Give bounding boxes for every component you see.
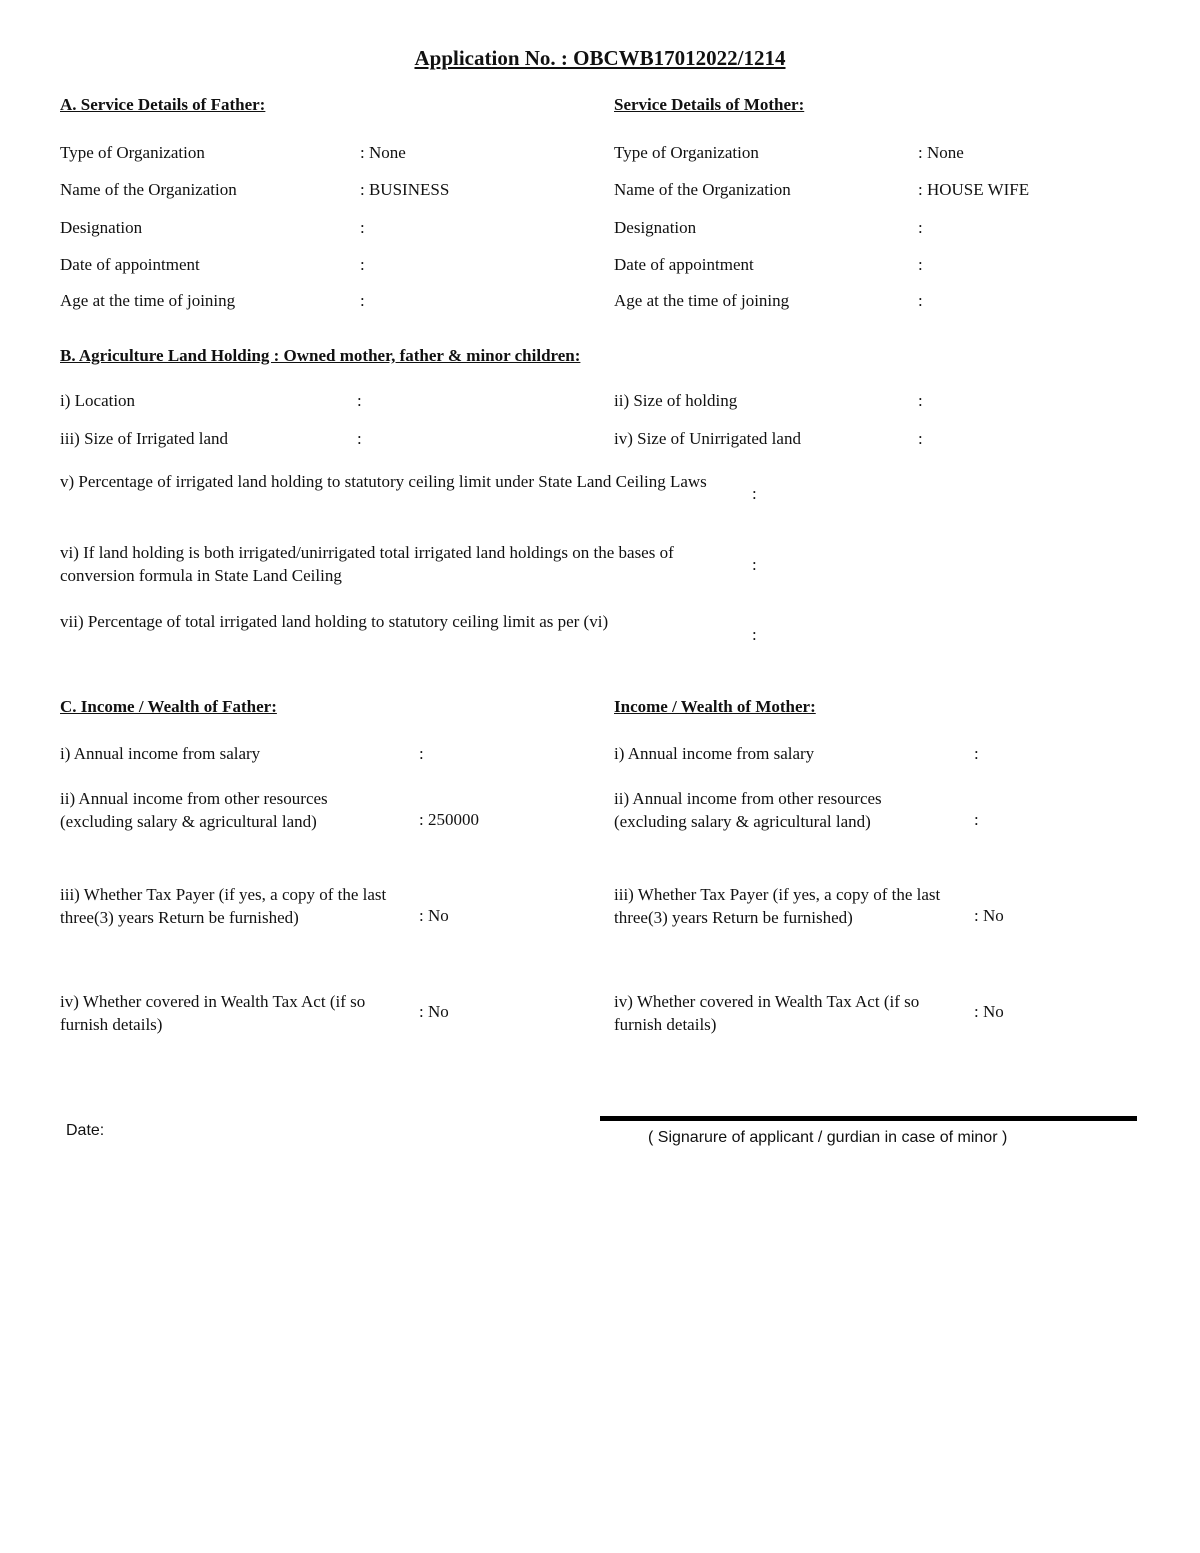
father-tax-payer-value: : No xyxy=(419,906,449,925)
mother-appointment-date-value: : xyxy=(918,255,923,274)
converted-irrigated-value: : xyxy=(752,555,757,574)
mother-salary-value: : xyxy=(974,744,979,763)
mother-org-name-value: : HOUSE WIFE xyxy=(918,180,1030,199)
application-title: Application No. : OBCWB17012022/1214 xyxy=(414,46,786,70)
father-org-type-value: : None xyxy=(360,143,406,162)
mother-appointment-date-label: Date of appointment xyxy=(614,255,754,274)
mother-org-type-label: Type of Organization xyxy=(614,143,759,162)
unirrigated-land-value: : xyxy=(918,429,923,448)
father-salary-value: : xyxy=(419,744,424,763)
total-irrigated-percentage-value: : xyxy=(752,625,757,644)
mother-tax-payer-value: : No xyxy=(974,906,1004,925)
father-other-income-value: : 250000 xyxy=(419,810,479,829)
father-joining-age-label: Age at the time of joining xyxy=(60,291,236,310)
father-appointment-date-label: Date of appointment xyxy=(60,255,200,274)
mother-salary-label: i) Annual income from salary xyxy=(614,744,815,763)
mother-other-income-label: ii) Annual income from other resources (excluding salary & agricultural land) xyxy=(614,789,882,831)
irrigated-land-value: : xyxy=(357,429,362,448)
mother-org-name-label: Name of the Organization xyxy=(614,180,791,199)
father-designation-label: Designation xyxy=(60,218,143,237)
signature-line xyxy=(600,1116,1137,1121)
father-designation-value: : xyxy=(360,218,365,237)
mother-designation-value: : xyxy=(918,218,923,237)
mother-income-heading: Income / Wealth of Mother: xyxy=(614,697,816,716)
irrigated-percentage-label: v) Percentage of irrigated land holding to statutory ceiling limit under State Land Ceiling Laws xyxy=(60,472,707,491)
land-location-label: i) Location xyxy=(60,391,136,410)
mother-service-heading: Service Details of Mother: xyxy=(614,95,805,114)
father-income-heading: C. Income / Wealth of Father: xyxy=(60,697,277,716)
total-irrigated-percentage-label: vii) Percentage of total irrigated land holding to statutory ceiling limit as per (vi) xyxy=(60,612,609,631)
father-wealth-tax-value: : No xyxy=(419,1002,449,1021)
father-org-name-label: Name of the Organization xyxy=(60,180,237,199)
father-tax-payer-label: iii) Whether Tax Payer (if yes, a copy of the last three(3) years Return be furnished) xyxy=(60,885,387,927)
father-org-type-label: Type of Organization xyxy=(60,143,205,162)
father-appointment-date-value: : xyxy=(360,255,365,274)
mother-joining-age-value: : xyxy=(918,291,923,310)
mother-wealth-tax-value: : No xyxy=(974,1002,1004,1021)
mother-wealth-tax-label: iv) Whether covered in Wealth Tax Act (if so furnish details) xyxy=(614,992,920,1034)
irrigated-percentage-value: : xyxy=(752,484,757,503)
father-wealth-tax-label: iv) Whether covered in Wealth Tax Act (if so furnish details) xyxy=(60,992,366,1034)
mother-other-income-value: : xyxy=(974,810,979,829)
father-salary-label: i) Annual income from salary xyxy=(60,744,261,763)
mother-designation-label: Designation xyxy=(614,218,697,237)
mother-org-type-value: : None xyxy=(918,143,964,162)
signature-caption: ( Signarure of applicant / gurdian in case of minor ) xyxy=(648,1129,1008,1146)
converted-irrigated-label: vi) If land holding is both irrigated/unirrigated total irrigated land holdings on the bases of conversion formula in State Land Ceiling xyxy=(60,543,674,585)
irrigated-land-label: iii) Size of Irrigated land xyxy=(60,429,229,448)
unirrigated-land-label: iv) Size of Unirrigated land xyxy=(614,429,801,448)
father-other-income-label: ii) Annual income from other resources (excluding salary & agricultural land) xyxy=(60,789,328,831)
date-label: Date: xyxy=(66,1122,105,1139)
father-service-heading: A. Service Details of Father: xyxy=(60,95,266,114)
land-holding-heading: B. Agriculture Land Holding : Owned mother, father & minor children: xyxy=(60,346,581,365)
holding-size-value: : xyxy=(918,391,923,410)
father-joining-age-value: : xyxy=(360,291,365,310)
land-location-value: : xyxy=(357,391,362,410)
father-org-name-value: : BUSINESS xyxy=(360,180,450,199)
holding-size-label: ii) Size of holding xyxy=(614,391,738,410)
mother-joining-age-label: Age at the time of joining xyxy=(614,291,790,310)
mother-tax-payer-label: iii) Whether Tax Payer (if yes, a copy of the last three(3) years Return be furnished) xyxy=(614,885,941,927)
